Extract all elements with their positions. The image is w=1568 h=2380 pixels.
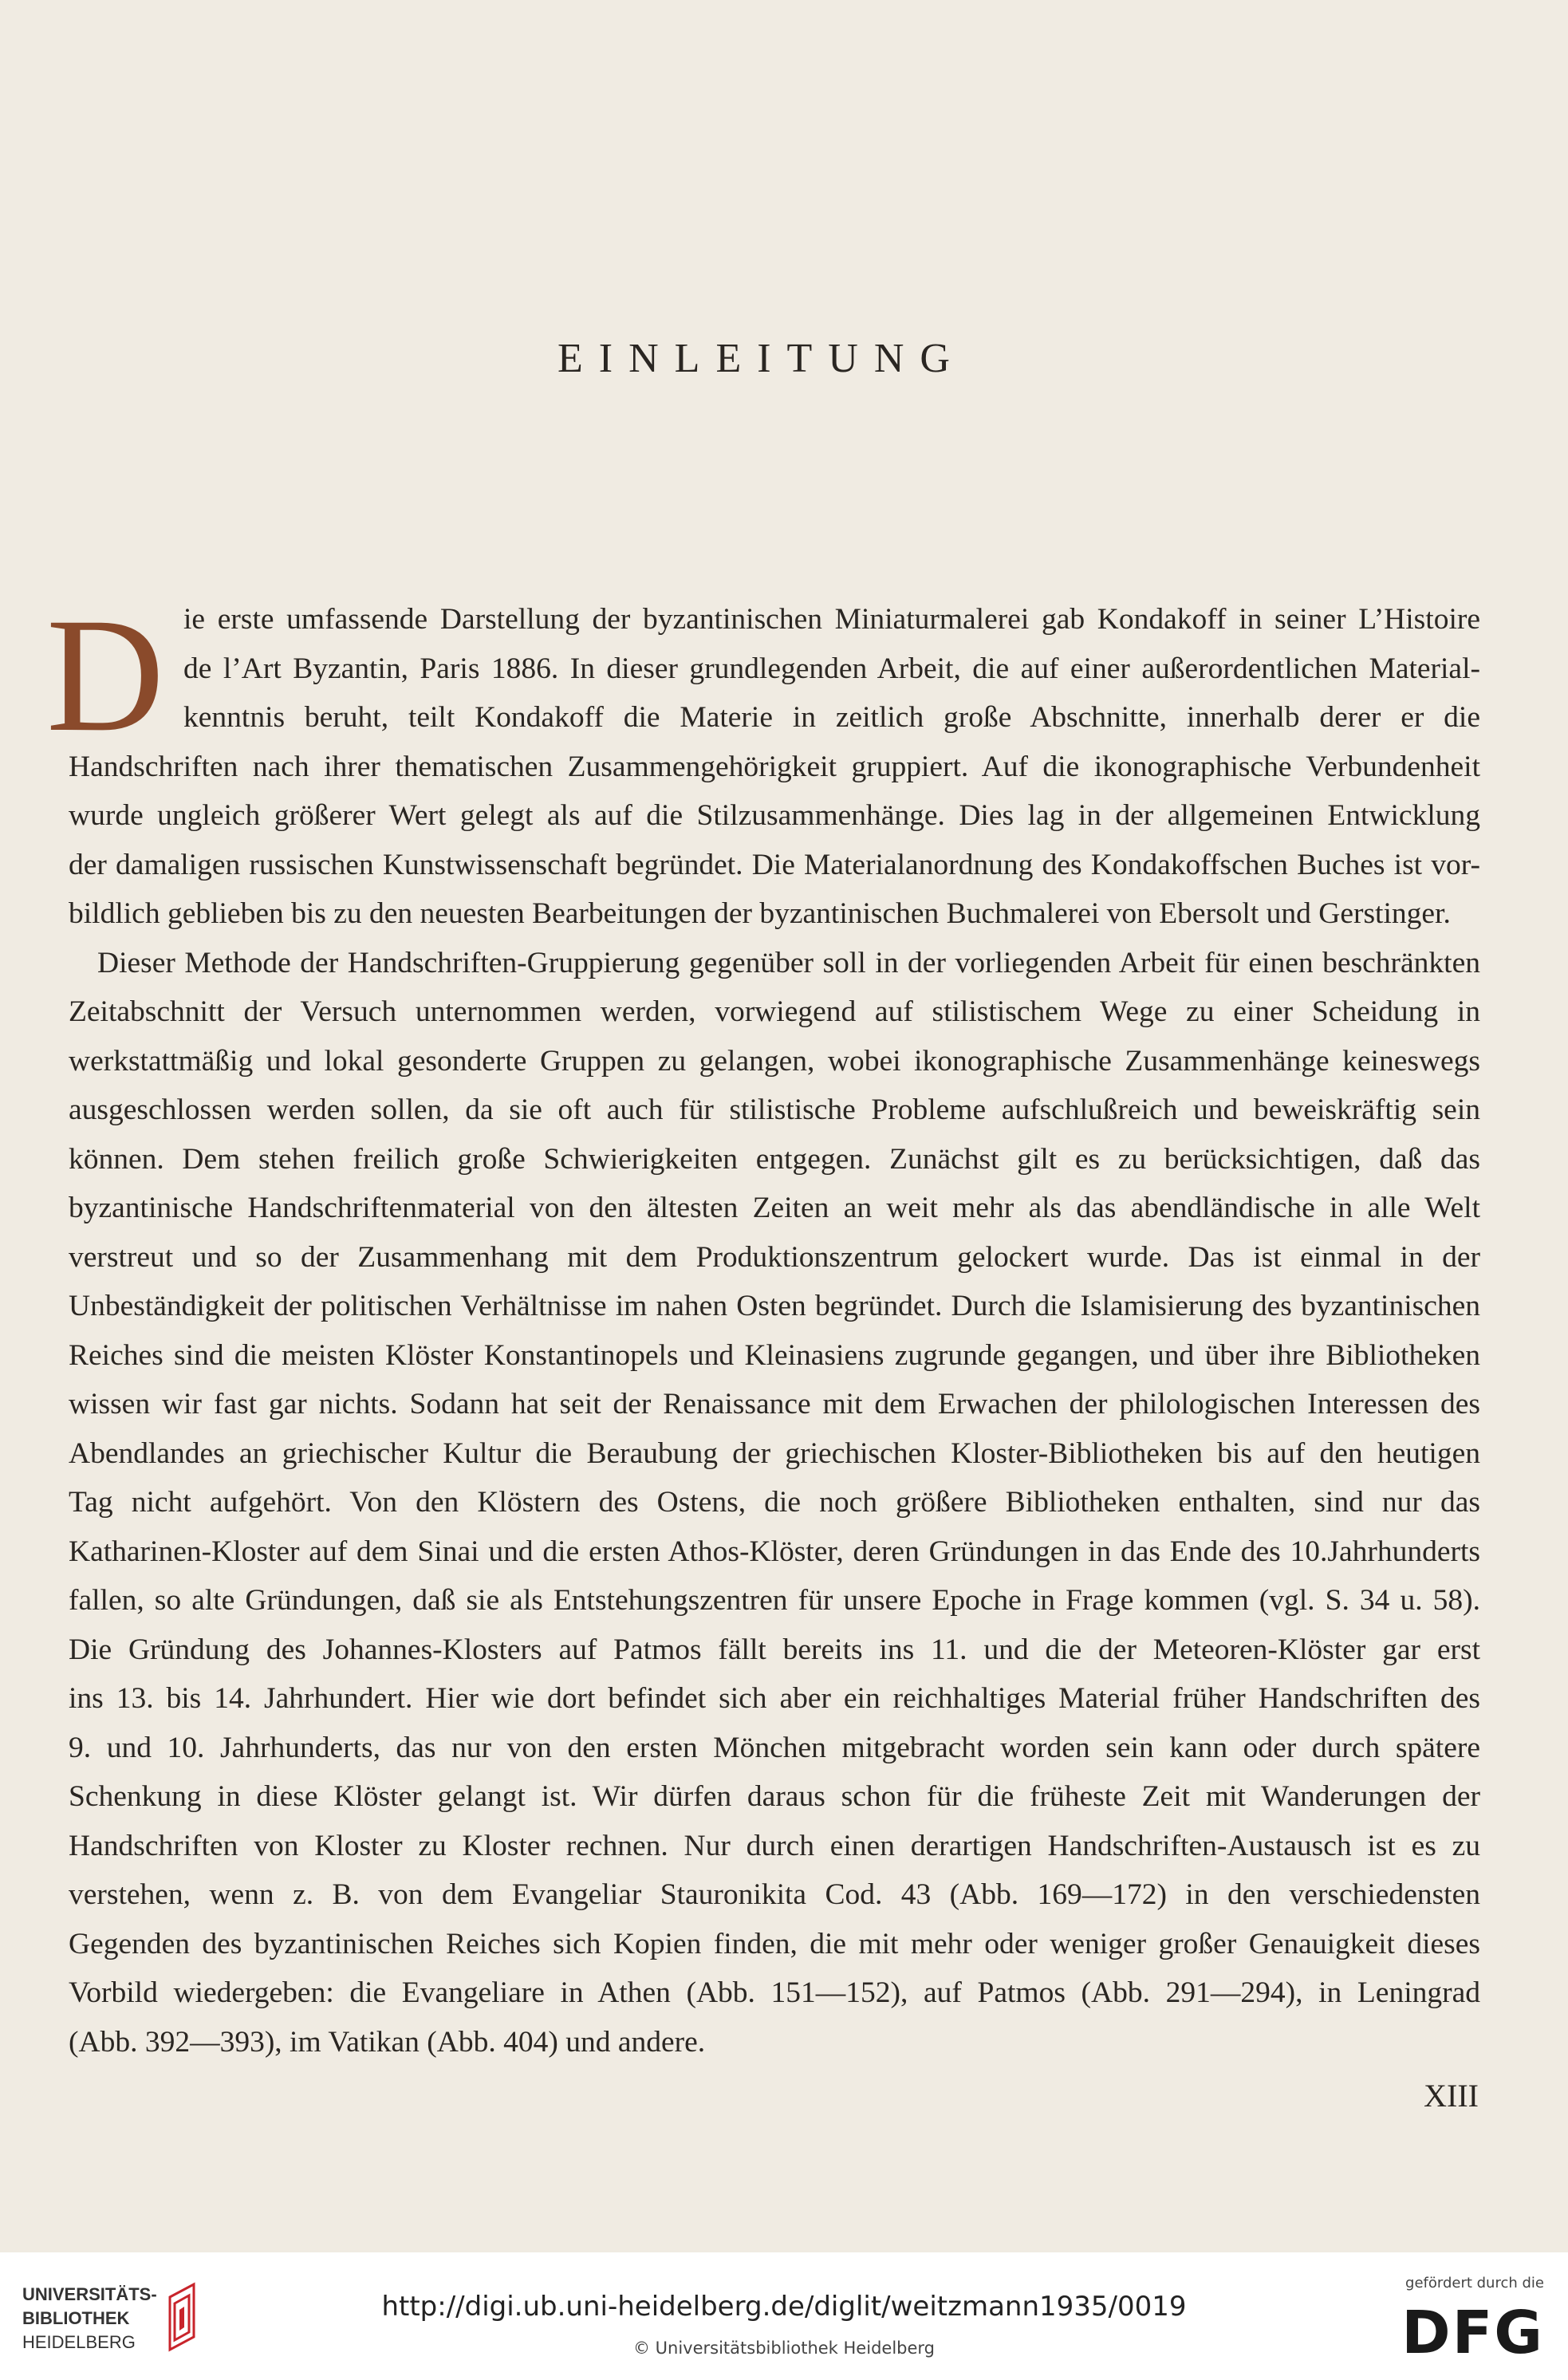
text-line: fallen, so alte Gründungen, daß sie als Entstehungszentren für unsere Epoche in Frage kommen (vgl. S. 34 u. 58). (69, 1584, 1480, 1617)
footer (0, 2252, 1568, 2380)
logo-line: HEIDELBERG (22, 2332, 136, 2352)
text-line: wissen wir fast gar nichts. Sodann hat seit der Renaissance mit dem Erwachen der philologischen Interessen des (69, 1388, 1480, 1421)
text-line: der damaligen russischen Kunstwissenschaft begründet. Die Materialanordnung des Kondakoffschen Buches ist vor- (69, 848, 1480, 881)
text-line: Schenkung in diese Klöster gelangt ist. Wir dürfen daraus schon für die früheste Zeit mit Wanderungen der (69, 1780, 1480, 1813)
text-line: ins 13. bis 14. Jahrhundert. Hier wie dort befindet sich aber ein reichhaltiges Material früher Handschriften des (69, 1682, 1480, 1715)
text-line: ie erste umfassende Darstellung der byzantinischen Miniaturmalerei gab Kondakoff in seiner L’Histoire (183, 603, 1480, 636)
text-line: verstreut und so der Zusammenhang mit dem Produktionszentrum gelockert wurde. Das ist einmal in der (69, 1240, 1480, 1274)
document-url-link[interactable]: http://digi.ub.uni-heidelberg.de/diglit/weitzmann1935/0019 (381, 2291, 1187, 2323)
text-line: wurde ungleich größerer Wert gelegt als auf die Stilzusammenhänge. Dies lag in der allgemeinen Entwicklung (69, 799, 1480, 832)
text-line: Unbeständigkeit der politischen Verhältnisse im nahen Osten begründet. Durch die Islamisierung des byzantinischen (69, 1290, 1480, 1322)
text-line: kenntnis beruht, teilt Kondakoff die Materie in zeitlich große Abschnitte, innerhalb derer er die (183, 701, 1480, 734)
text-line: de l’Art Byzantin, Paris 1886. In dieser grundlegenden Arbeit, die auf einer außerordentlichen Material- (183, 652, 1480, 685)
funder-label: gefördert durch die (1405, 2275, 1544, 2291)
logo-line: BIBLIOTHEK (22, 2308, 130, 2328)
drop-cap: D (46, 585, 165, 766)
text-line: Handschriften nach ihrer thematischen Zusammengehörigkeit gruppiert. Auf die ikonographische Verbundenheit (69, 750, 1480, 783)
text-line: byzantinische Handschriftenmaterial von den ältesten Zeiten an weit mehr als das abendländische in alle Welt (69, 1192, 1480, 1224)
logo-line: UNIVERSITÄTS- (22, 2284, 157, 2304)
text-line: Die Gründung des Johannes-Klosters auf Patmos fällt bereits ins 11. und die der Meteoren-Klöster gar erst (69, 1633, 1480, 1666)
text-line: Abendlandes an griechischer Kultur die Beraubung der griechischen Kloster-Bibliotheken bis auf den heutigen (69, 1436, 1480, 1470)
dfg-logo: DFG (1401, 2299, 1544, 2367)
body-text (69, 595, 1480, 2067)
page-title: EINLEITUNG (557, 336, 966, 381)
page-number: XIII (1424, 2078, 1479, 2114)
text-line: Vorbild wiedergeben: die Evangeliare in Athen (Abb. 151—152), auf Patmos (Abb. 291—294), in Leningrad (69, 1976, 1480, 2009)
text-line: können. Dem stehen freilich große Schwierigkeiten entgegen. Zunächst gilt es zu berücksichtigen, daß das (69, 1142, 1480, 1176)
text-line: 9. und 10. Jahrhunderts, das nur von den ersten Mönchen mitgebracht worden sein kann oder durch spätere (69, 1731, 1480, 1764)
text-line: Zeitabschnitt der Versuch unternommen werden, vorwiegend auf stilistischem Wege zu einer Scheidung in (69, 995, 1480, 1028)
text-line: Gegenden des byzantinischen Reiches sich Kopien finden, die mit mehr oder weniger großer Genauigkeit dieses (69, 1927, 1480, 1960)
text-line: ausgeschlossen werden sollen, da sie oft auch für stilistische Probleme aufschlußreich und beweiskräftig sein (69, 1093, 1480, 1126)
text-line: werkstattmäßig und lokal gesonderte Gruppen zu gelangen, wobei ikonographische Zusammenhänge keineswegs (69, 1044, 1480, 1078)
text-line: Handschriften von Kloster zu Kloster rechnen. Nur durch einen derartigen Handschriften-Austausch ist es zu (69, 1829, 1480, 1862)
text-line: Katharinen-Kloster auf dem Sinai und die ersten Athos-Klöster, deren Gründungen in das Ende des 10.Jahrhunderts (69, 1535, 1480, 1568)
text-line: bildlich geblieben bis zu den neuesten Bearbeitungen der byzantinischen Buchmalerei von Ebersolt und Gerstinger. (69, 897, 1451, 930)
copyright-text: © Universitätsbibliothek Heidelberg (632, 2339, 935, 2358)
text-line: (Abb. 392—393), im Vatikan (Abb. 404) und andere. (69, 2025, 706, 2059)
text-line: Dieser Methode der Handschriften-Gruppierung gegenüber soll in der vorliegenden Arbeit für einen beschränkten (97, 946, 1480, 979)
text-line: Reiches sind die meisten Klöster Konstantinopels und Kleinasiens zugrunde gegangen, und über ihre Bibliotheken (69, 1338, 1480, 1372)
text-line: verstehen, wenn z. B. von dem Evangeliar Stauronikita Cod. 43 (Abb. 169—172) in den verschiedensten (69, 1878, 1480, 1911)
text-line: Tag nicht aufgehört. Von den Klöstern des Ostens, die noch größere Bibliotheken enthalten, sind nur das (69, 1486, 1480, 1519)
